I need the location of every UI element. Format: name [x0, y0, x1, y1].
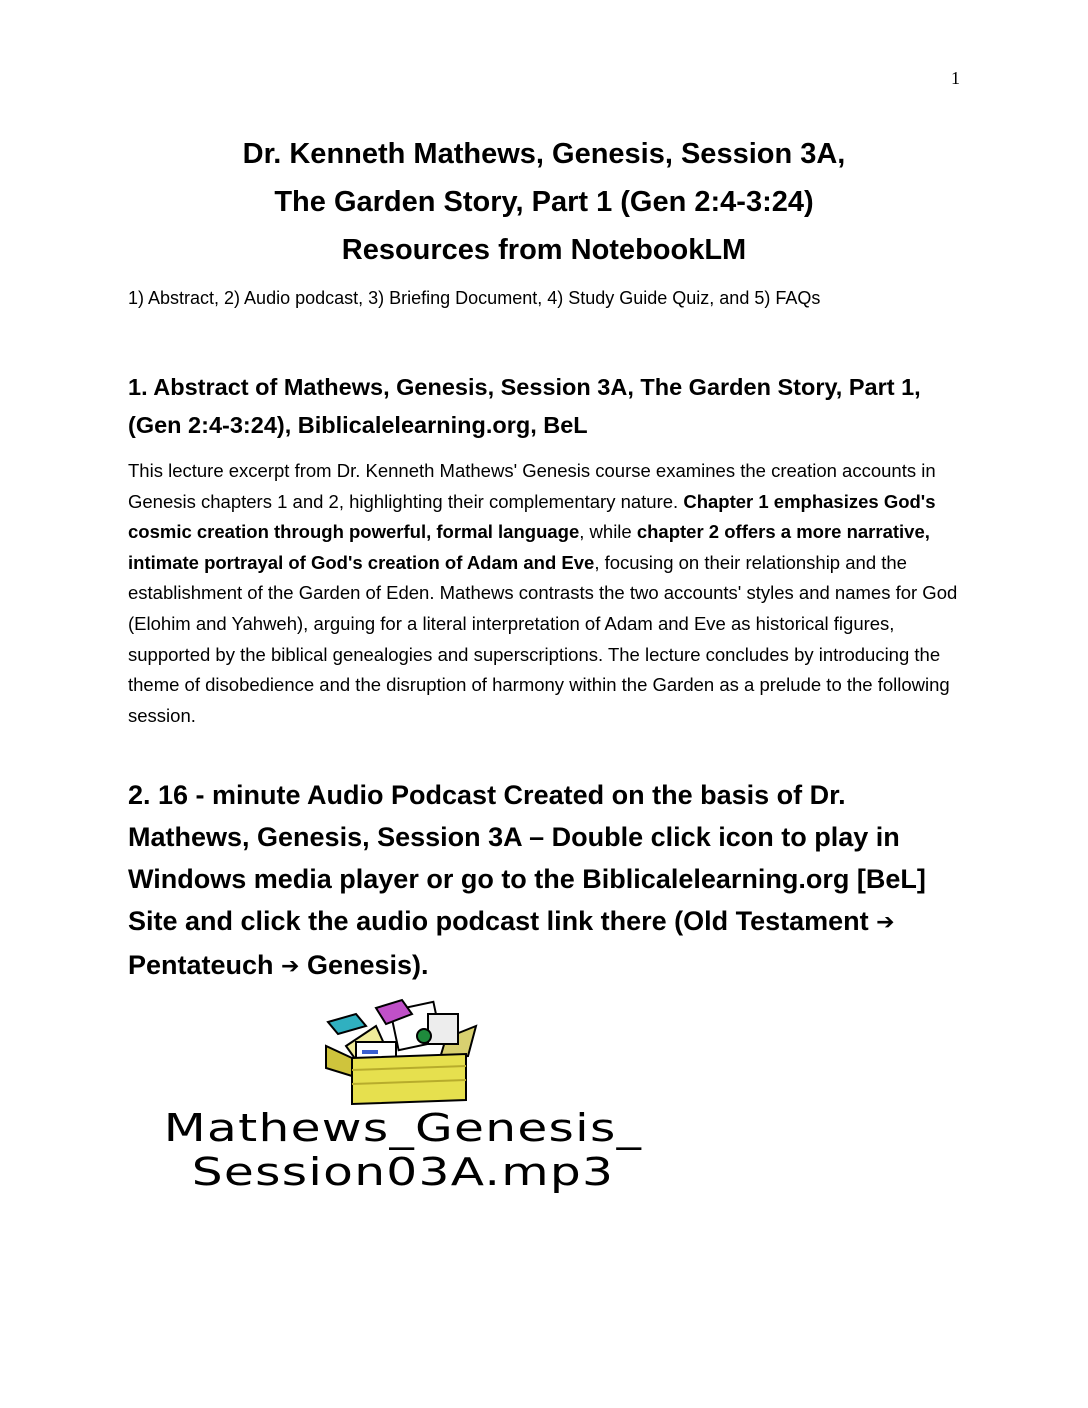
- document-title: [128, 130, 960, 274]
- crumb-genesis: Genesis).: [299, 950, 429, 980]
- file-name-line-2: Session03A.mp3: [191, 1150, 615, 1194]
- abstract-bold-chapter-2: chapter 2 offers a more narrative, intimate portrayal of God's creation of Adam and Eve: [128, 521, 930, 573]
- abstract-rest: , focusing on their relationship and the establishment of the Garden of Eden. Mathews contrasts the two accounts' styles and names for God (Elohim and Yahweh), arguing for a literal interpretation of Adam and Eve as historical figures, supported by the biblical genealogies and superscriptions. The lecture concludes by introducing the theme of disobedience and the disruption of harmony within the Garden as a prelude to the following session.: [128, 551, 958, 726]
- title-line-1: Dr. Kenneth Mathews, Genesis, Session 3A,: [242, 138, 846, 170]
- right-arrow-icon: ➔: [281, 954, 300, 979]
- contents-line: 1) Abstract, 2) Audio podcast, 3) Briefing Document, 4) Study Guide Quiz, and 5) FAQs: [128, 288, 821, 308]
- title-line-3: Resources from NotebookLM: [341, 234, 747, 266]
- file-name-line-1: Mathews_Genesis_: [163, 1106, 643, 1150]
- right-arrow-icon: ➔: [876, 910, 895, 935]
- title-line-2: The Garden Story, Part 1 (Gen 2:4-3:24): [274, 186, 814, 218]
- audio-attachment[interactable]: [138, 996, 668, 1196]
- page-number: 1: [951, 68, 960, 88]
- abstract-connector: , while: [579, 521, 637, 543]
- crumb-pentateuch: Pentateuch: [128, 950, 282, 980]
- section-2-heading: [128, 774, 958, 988]
- abstract-paragraph: [128, 456, 964, 731]
- abstract-intro: This lecture excerpt from Dr. Kenneth Mathews' Genesis course examines the creation accounts in Genesis chapters 1 and 2, highlighting their complementary nature.: [128, 460, 936, 512]
- section-1-heading: 1. Abstract of Mathews, Genesis, Session 3A, The Garden Story, Part 1, (Gen 2:4-3:24), Biblicalelearning.org, BeL: [128, 374, 921, 438]
- package-icon[interactable]: [316, 996, 486, 1106]
- abstract-bold-chapter-1: Chapter 1 emphasizes God's cosmic creation through powerful, formal language: [128, 490, 936, 543]
- section-2-heading-text: 2. 16 - minute Audio Podcast Created on the basis of Dr. Mathews, Genesis, Session 3A – Double click icon to play in Windows media player or go to the Biblicalelearning.org [BeL] Site and click the audio podcast link there (Old Testament: [128, 780, 926, 936]
- attachment-file-name[interactable]: [64, 1106, 742, 1194]
